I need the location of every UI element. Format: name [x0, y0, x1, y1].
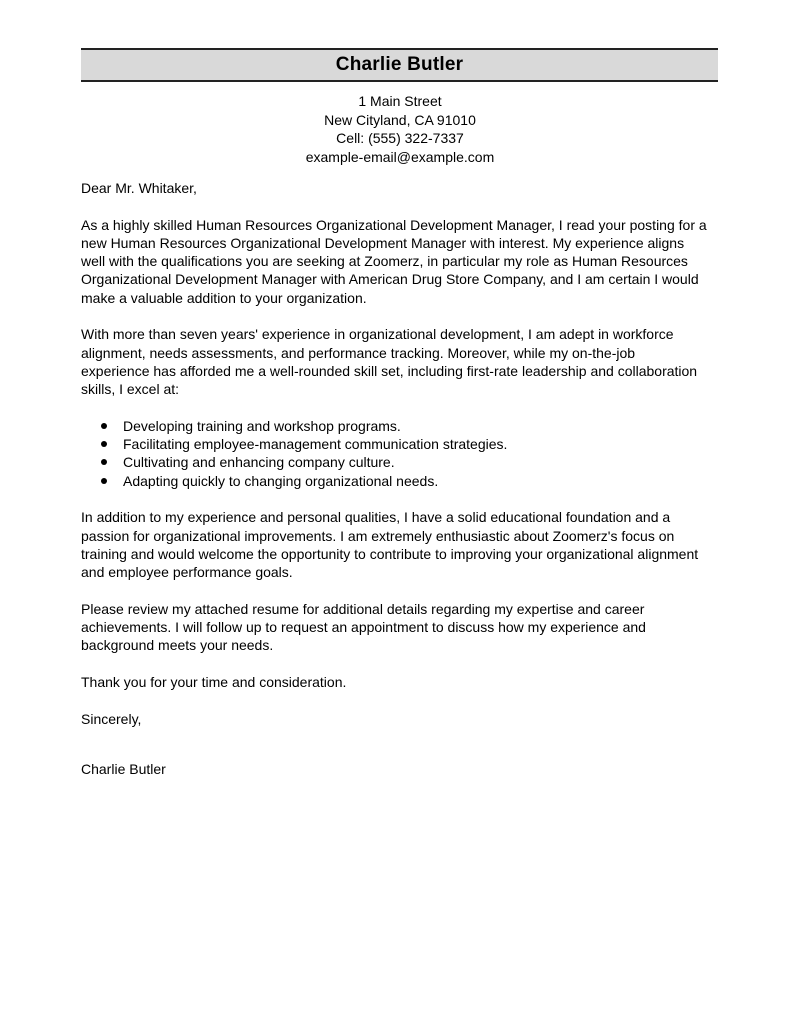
thanks-text: Thank you for your time and consideration.: [81, 674, 347, 691]
paragraph-intro: [81, 216, 721, 307]
paragraph-line: and employee performance goals.: [81, 564, 293, 581]
list-item-text: Adapting quickly to changing organizational needs.: [123, 472, 439, 489]
closing: [81, 710, 721, 728]
paragraph-experience: [81, 325, 721, 398]
paragraph-line: make a valuable addition to your organization.: [81, 289, 367, 306]
paragraph-line: well with the qualifications you are seeking at Zoomerz, in particular my role as Human Resources: [81, 253, 688, 270]
list-item-text: Cultivating and enhancing company culture.: [123, 454, 395, 471]
paragraph-line: passion for organizational improvements. I am extremely enthusiastic about Zoomerz's focus on: [81, 527, 675, 544]
paragraph-line: achievements. I will follow up to request an appointment to discuss how my experience and: [81, 619, 646, 636]
bullet-icon: [101, 478, 107, 484]
paragraph-line: Organizational Development Manager with American Drug Store Company, and I am certain I would: [81, 271, 699, 288]
paragraph-followup: [81, 600, 721, 655]
skills-list: [81, 417, 721, 490]
salutation: [81, 179, 721, 197]
paragraph-education: [81, 508, 721, 581]
list-item: [81, 472, 721, 490]
signature: [81, 760, 721, 778]
list-item-text: Facilitating employee-management communication strategies.: [123, 436, 508, 453]
list-item: [81, 453, 721, 471]
closing-text: Sincerely,: [81, 710, 142, 727]
thanks-line: [81, 673, 721, 691]
letter-body: [81, 179, 721, 779]
paragraph-line: Please review my attached resume for additional details regarding my expertise and career: [81, 600, 645, 617]
paragraph-line: skills, I excel at:: [81, 381, 180, 398]
signature-space: [81, 728, 721, 746]
bullet-icon: [101, 441, 107, 447]
bullet-icon: [101, 459, 107, 465]
signature-name: Charlie Butler: [81, 761, 166, 778]
street-address: 1 Main Street: [358, 93, 442, 109]
sender-name: Charlie Butler: [335, 54, 464, 75]
paragraph-line: In addition to my experience and personal qualities, I have a solid educational foundation and a: [81, 509, 671, 526]
list-item: [81, 435, 721, 453]
list-item: [81, 417, 721, 435]
email-address: example-email@example.com: [305, 148, 495, 165]
paragraph-line: new Human Resources Organizational Development Manager with interest. My experience aligns: [81, 234, 685, 251]
paragraph-line: As a highly skilled Human Resources Organizational Development Manager, I read your posting for a: [81, 216, 707, 233]
paragraph-line: With more than seven years' experience in organizational development, I am adept in workforce: [81, 326, 674, 343]
bullet-icon: [101, 423, 107, 429]
phone-number: Cell: (555) 322-7337: [336, 130, 464, 146]
contact-block: [0, 92, 800, 166]
city-state-zip: New Cityland, CA 91010: [324, 111, 476, 128]
name-header-bar: [81, 48, 718, 82]
list-item-text: Developing training and workshop programs.: [123, 417, 401, 434]
paragraph-line: experience has afforded me a well-rounded skill set, including first-rate leadership and collaboration: [81, 362, 698, 379]
paragraph-line: background meets your needs.: [81, 637, 274, 654]
salutation-text: Dear Mr. Whitaker,: [81, 180, 197, 196]
paragraph-line: alignment, needs assessments, and performance tracking. Moreover, while my on-the-job: [81, 344, 636, 361]
paragraph-line: training and would welcome the opportunity to contribute to improving your organizational alignment: [81, 545, 699, 562]
